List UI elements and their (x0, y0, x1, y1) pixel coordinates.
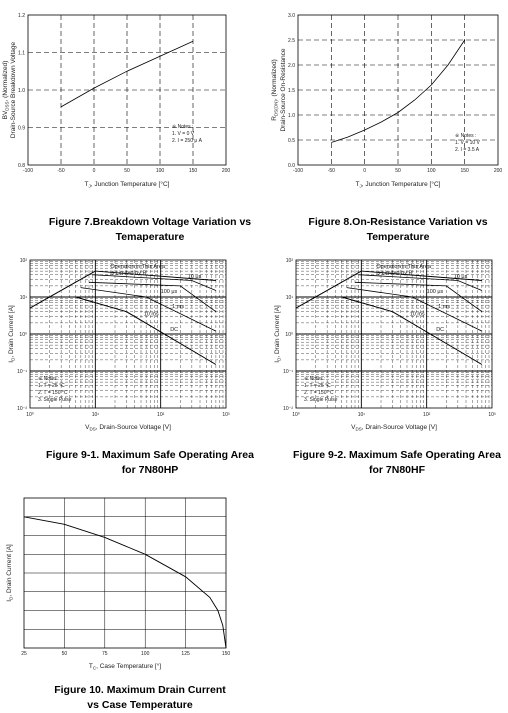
fig7-xtick-label: 0 (92, 168, 96, 174)
fig91-caption-line2: for 7N80HP (121, 464, 179, 476)
fig10-xtick-label: 25 (21, 651, 27, 657)
fig8-xtick-label: 200 (493, 168, 503, 174)
fig7-ytick-label: 1.0 (18, 88, 25, 94)
fig7-note-line: 2. I = 250 μ A (172, 138, 202, 144)
fig92-x-axis-title: $V_{DS}$, Drain-Source Voltage [V] (351, 424, 437, 432)
fig8-note-line: ※ Notes : (455, 133, 477, 139)
fig10-xtick-label: 150 (221, 651, 231, 657)
fig91-ytick-label: 10¹ (19, 295, 27, 301)
fig91-annotation-dc: DC (170, 327, 179, 334)
fig8-xtick-label: 150 (460, 168, 469, 174)
fig91-rds-limit-line (30, 271, 95, 308)
fig8-ytick-label: 1.0 (288, 113, 295, 119)
fig10-caption-line2: vs Case Temperature (87, 699, 193, 711)
fig7-caption (40, 215, 260, 245)
fig91-ytick-label: 10² (19, 258, 27, 264)
fig92-xtick-label: 10⁰ (292, 412, 300, 418)
fig7-xtick-label: 50 (124, 168, 130, 174)
fig91-annotation-limited: is Limited by R (110, 270, 147, 277)
fig91-xtick-label: 10⁰ (26, 412, 34, 418)
fig8-y-axis-title-line2: Drain-Source On-Resistance (280, 48, 287, 132)
fig8-y-axis-title-line1: $R_{DS(ON)}$, (Normalized) (271, 59, 279, 121)
fig92-annotation-limited: is Limited by R (376, 270, 413, 277)
fig8-ytick-label: 0.0 (288, 163, 295, 169)
fig92-rds-limit-line (296, 271, 361, 308)
fig10-xtick-label: 125 (181, 651, 190, 657)
fig91-ytick-label: 10⁻² (17, 406, 27, 412)
fig8-xtick-label: 100 (427, 168, 436, 174)
fig8-ytick-label: 0.5 (288, 138, 295, 144)
fig8-ytick-label: 2.5 (288, 38, 295, 44)
fig92-chart (274, 258, 496, 432)
fig91-annotation-10ms: 10 ms (143, 311, 159, 318)
fig10-xtick-label: 75 (102, 651, 108, 657)
fig7-ytick-label: 1.1 (18, 50, 25, 57)
fig8-caption (293, 215, 503, 245)
fig92-caption-line2: for 7N80HF (368, 464, 425, 476)
fig91-annotation-area: Operation in This Area (110, 264, 166, 271)
fig8-caption-line1: Figure 8.On-Resistance Variation vs (308, 216, 488, 228)
fig92-ytick-label: 10² (285, 258, 293, 264)
fig91-ytick-label: 10⁻¹ (17, 369, 27, 375)
fig92-annotation-10us: 10 μs (453, 273, 468, 280)
fig8-note-line: 2. I = 3.5 A (455, 147, 480, 153)
fig92-note-line: ※ Notes : (304, 376, 326, 382)
fig10-x-axis-title: $T_C$, Case Temperature [°] (88, 663, 162, 671)
fig91-xtick-label: 10² (157, 412, 165, 418)
fig92-ytick-label: 10⁻² (283, 406, 293, 412)
fig10-xtick-label: 100 (141, 651, 150, 657)
fig7-xtick-label: 100 (155, 168, 165, 174)
fig7-chart (2, 13, 230, 189)
fig7-caption-line1: Figure 7.Breakdown Voltage Variation vs (48, 216, 252, 228)
fig92-xtick-label: 10³ (488, 412, 496, 418)
fig91-dc-line (76, 297, 216, 365)
fig8-ytick-label: 2.0 (288, 63, 295, 69)
fig8-x-axis-title: $T_J$, Junction Temperature [°C] (355, 181, 441, 189)
fig7-note-line: ※ Notes : (172, 124, 194, 130)
fig91-annotation-1ms: 1 ms (172, 304, 185, 311)
fig91-note-line: 3. Single Pulse (38, 397, 72, 403)
fig7-caption-line2: Temaperature (115, 231, 185, 243)
fig92-xtick-label: 10¹ (357, 412, 365, 418)
fig91-note-line: 2. T = 150 °C (38, 390, 68, 396)
fig91-caption-line1: Figure 9-1. Maximum Safe Operating Area (46, 449, 254, 461)
fig92-caption-line1: Figure 9-2. Maximum Safe Operating Area (293, 449, 501, 461)
fig92-dc-line (342, 297, 482, 365)
fig8-ytick-label: 3.0 (288, 13, 295, 19)
fig8-caption-line2: Temperature (366, 231, 430, 243)
fig92-y-axis-title: $I_D$, Drain Current [A] (274, 305, 282, 363)
fig7-xtick-label: 200 (221, 168, 231, 174)
fig7-y-axis-title-line1: $BV_{DSS}$, (Normalized) (2, 60, 10, 120)
fig91-xtick-label: 10¹ (91, 412, 99, 418)
fig8-ytick-label: 1.5 (288, 88, 295, 94)
fig91-xtick-label: 10³ (222, 412, 230, 418)
fig92-annotation-1ms: 1 ms (438, 304, 451, 311)
fig10-y-axis-title: $I_D$, Drain Current [A] (6, 544, 14, 602)
fig10-caption-line1: Figure 10. Maximum Drain Current (54, 684, 226, 696)
fig92-ytick-label: 10⁰ (285, 332, 293, 338)
fig8-xtick-label: 0 (363, 168, 367, 174)
fig7-x-axis-title: $T_J$, Junction Temperature [°C] (84, 181, 170, 189)
fig91-caption (40, 448, 260, 478)
fig7-xtick-label: -100 (22, 168, 34, 174)
fig10-chart (6, 498, 230, 671)
fig91-y-axis-title: $I_D$, Drain Current [A] (8, 305, 16, 363)
fig10-series-line (24, 517, 226, 648)
fig7-xtick-label: 150 (188, 168, 198, 174)
fig7-note-line: 1. V = 0 V (172, 131, 195, 137)
fig92-annotation-dc: DC (436, 327, 445, 334)
fig91-ytick-label: 10⁰ (19, 332, 27, 338)
fig92-xtick-label: 10² (423, 412, 431, 418)
fig92-note-line: 1. T = 25 °C (304, 383, 331, 389)
fig92-annotation-area: Operation in This Area (376, 264, 432, 271)
fig8-xtick-label: 50 (395, 168, 401, 174)
fig92-annotation-10ms: 10 ms (409, 311, 425, 318)
fig91-note-line: 1. T = 25 °C (38, 383, 65, 389)
fig92-note-line: 3. Single Pulse (304, 397, 338, 403)
fig92-ytick-label: 10⁻¹ (283, 369, 293, 375)
fig91-chart (8, 258, 230, 432)
fig92-caption (287, 448, 507, 478)
fig10-xtick-label: 50 (61, 651, 68, 657)
fig91-note-line: ※ Notes : (38, 376, 60, 382)
fig91-annotation-10us: 10 μs (187, 273, 202, 280)
fig8-note-line: 1. V = 10 V (455, 140, 480, 146)
fig8-xtick-label: -50 (327, 168, 335, 174)
fig91-annotation-100us: 100 μs (160, 288, 178, 295)
fig7-y-axis-title-line2: Drain-Source Breakdown Voltage (10, 41, 17, 139)
fig8-chart (271, 13, 502, 189)
fig7-xtick-label: -50 (57, 168, 65, 174)
fig92-ytick-label: 10¹ (285, 295, 293, 301)
fig8-xtick-label: -100 (292, 168, 304, 174)
fig7-ytick-label: 1.2 (18, 13, 25, 19)
fig7-ytick-label: 0.8 (18, 163, 25, 169)
fig92-note-line: 2. T = 150 °C (304, 390, 334, 396)
fig92-annotation-100us: 100 μs (426, 288, 444, 295)
fig7-ytick-label: 0.9 (18, 125, 25, 132)
fig91-x-axis-title: $V_{DS}$, Drain-Source Voltage [V] (85, 424, 171, 432)
